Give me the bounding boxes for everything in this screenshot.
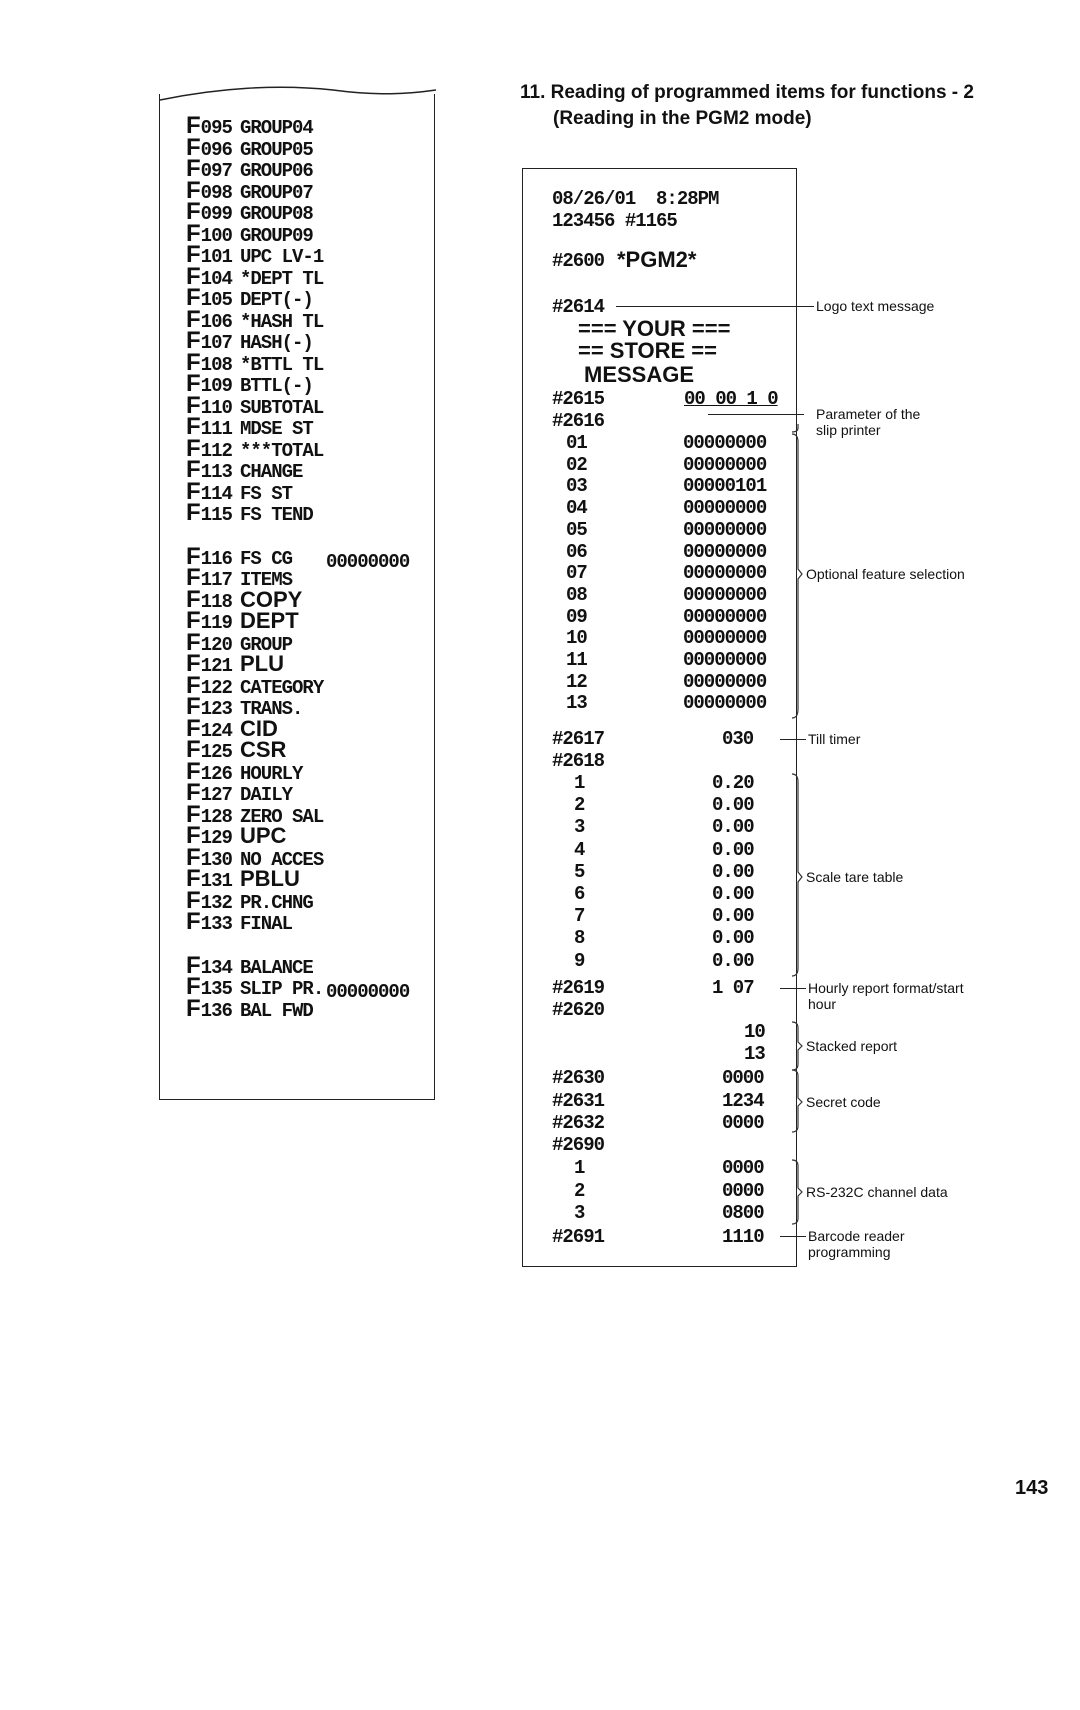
optional-feature-row-value: 00000000	[683, 497, 767, 520]
function-number: 116	[200, 547, 232, 570]
left-receipt-line	[186, 391, 324, 419]
function-prefix: F	[186, 241, 201, 268]
left-receipt-line	[186, 112, 313, 139]
mode-label: *PGM2*	[617, 247, 697, 272]
function-number: 117	[200, 569, 232, 591]
optional-feature-row-index: 12	[566, 670, 587, 693]
left-receipt-line	[186, 155, 313, 182]
function-label: DAILY	[240, 784, 293, 806]
function-label: HOURLY	[240, 762, 303, 785]
callout-scale: Scale tare table	[806, 869, 904, 885]
section-title-line-2: (Reading in the PGM2 mode)	[553, 108, 812, 129]
value-2620-1: 10	[744, 1021, 765, 1043]
optional-feature-row-index: 08	[566, 583, 587, 606]
optional-feature-row-index: 04	[566, 497, 587, 520]
code-2618: #2618	[552, 750, 605, 772]
callout-line-slip	[708, 414, 804, 415]
function-label: ZERO SAL	[240, 805, 324, 828]
function-label: DEPT	[240, 608, 299, 633]
function-number: 128	[200, 805, 232, 828]
left-receipt-line	[186, 477, 293, 505]
value-2617: 030	[722, 728, 754, 750]
left-receipt-line	[186, 198, 313, 225]
function-prefix: F	[186, 628, 201, 656]
optional-feature-row-index: 13	[566, 692, 587, 715]
function-label: *HASH TL	[240, 310, 324, 333]
function-prefix: F	[186, 886, 201, 914]
function-number: 127	[200, 784, 232, 806]
function-prefix: F	[186, 542, 201, 570]
function-label: GROUP	[240, 633, 293, 656]
code-2615: #2615	[552, 388, 605, 410]
code-2620: #2620	[552, 999, 605, 1021]
function-label: GROUP06	[240, 160, 313, 182]
left-receipt-line	[186, 779, 293, 806]
left-receipt-line	[186, 176, 313, 204]
callout-optional: Optional feature selection	[806, 566, 965, 582]
left-receipt-line	[186, 757, 303, 785]
function-number: 098	[200, 181, 232, 204]
function-label: FS ST	[240, 482, 293, 505]
value-2615: 00 00 1 0	[684, 388, 778, 410]
optional-feature-row-index: 02	[566, 453, 587, 476]
function-prefix: F	[186, 198, 201, 225]
function-prefix: F	[186, 370, 201, 397]
left-receipt-line	[186, 951, 313, 979]
function-number: 106	[200, 310, 232, 333]
function-prefix: F	[186, 843, 201, 871]
function-prefix: F	[186, 693, 201, 720]
function-number: 114	[200, 482, 232, 505]
function-number: 136	[200, 999, 232, 1022]
callout-secret: Secret code	[806, 1094, 881, 1110]
optional-feature-row-value: 00000000	[683, 583, 767, 606]
optional-feature-row-index: 03	[566, 475, 587, 498]
left-receipt-line	[186, 671, 324, 699]
code-2630: #2630	[552, 1067, 605, 1089]
rs232-row-index: 2	[574, 1179, 585, 1202]
receipt-datetime: 08/26/01 8:28PM	[552, 188, 719, 210]
function-prefix: F	[186, 607, 201, 634]
function-label: GROUP08	[240, 203, 313, 225]
optional-feature-row-value: 00000000	[683, 562, 767, 585]
left-receipt-line	[186, 456, 303, 483]
function-prefix: F	[186, 499, 201, 526]
function-label: GROUP05	[240, 138, 313, 161]
function-number: 120	[200, 633, 232, 656]
code-2691: #2691	[552, 1226, 605, 1248]
scale-tare-row-value: 0.00	[712, 794, 754, 817]
optional-feature-row-value: 00000000	[683, 605, 767, 628]
function-label: ***TOTAL	[240, 439, 324, 462]
callout-barcode-2: programming	[808, 1244, 891, 1260]
function-number: 121	[200, 655, 232, 677]
function-prefix: F	[186, 176, 201, 204]
scale-tare-row-value: 0.00	[712, 949, 754, 972]
left-receipt-line	[186, 241, 324, 268]
callout-slip-1: Parameter of the	[816, 406, 921, 422]
scale-tare-row-index: 7	[574, 905, 585, 928]
left-receipt-line	[186, 499, 313, 526]
function-prefix: F	[186, 133, 201, 161]
callout-rs232: RS-232C channel data	[806, 1184, 948, 1200]
function-prefix: F	[186, 219, 201, 247]
function-number: 110	[200, 396, 232, 419]
left-zero-value-1: 00000000	[326, 551, 410, 573]
scale-tare-row-value: 0.00	[712, 927, 754, 950]
callout-hourly-1: Hourly report format/start	[808, 980, 964, 996]
torn-edge	[158, 82, 438, 102]
function-label: UPC	[240, 823, 287, 848]
function-prefix: F	[186, 477, 201, 505]
section-title-line-1: 11. Reading of programmed items for functions - 2	[520, 82, 974, 103]
left-receipt-line	[186, 284, 313, 311]
function-prefix: F	[186, 262, 201, 290]
function-number: 096	[200, 138, 232, 161]
function-label: FS CG	[240, 547, 293, 570]
scale-tare-row-index: 9	[574, 949, 585, 972]
code-2614: #2614	[552, 296, 605, 318]
function-label: CSR	[240, 737, 287, 762]
function-prefix: F	[186, 994, 201, 1022]
rs232-row-value: 0000	[722, 1179, 764, 1202]
function-prefix: F	[186, 865, 201, 892]
function-number: 123	[200, 698, 232, 720]
left-receipt-line	[186, 607, 299, 634]
function-number: 132	[200, 891, 232, 914]
function-label: SLIP PR.	[240, 978, 324, 1000]
function-label: TRANS.	[240, 698, 303, 720]
function-label: CATEGORY	[240, 676, 324, 699]
function-prefix: F	[186, 434, 201, 462]
left-receipt-line	[186, 348, 324, 376]
function-number: 125	[200, 741, 232, 763]
function-prefix: F	[186, 348, 201, 376]
section-title	[520, 80, 974, 132]
function-prefix: F	[186, 585, 201, 613]
scale-tare-row-index: 2	[574, 794, 585, 817]
logo-line-2: == STORE ==	[578, 338, 718, 363]
callout-slip-2: slip printer	[816, 422, 881, 438]
logo-line-1: === YOUR ===	[578, 316, 731, 341]
callout-stacked: Stacked report	[806, 1038, 898, 1054]
scale-tare-row-index: 3	[574, 816, 585, 839]
function-label: MDSE ST	[240, 418, 313, 440]
value-2620-2: 13	[744, 1043, 765, 1065]
callout-barcode-1: Barcode reader	[808, 1228, 905, 1244]
left-receipt-line	[186, 736, 287, 763]
mode-code: #2600	[552, 250, 605, 272]
left-receipt-line	[186, 994, 313, 1022]
code-2617: #2617	[552, 728, 605, 750]
function-prefix: F	[186, 155, 201, 182]
function-label: GROUP07	[240, 181, 313, 204]
scale-tare-row-index: 8	[574, 927, 585, 950]
function-label: GROUP09	[240, 224, 313, 247]
function-number: 109	[200, 375, 232, 397]
code-2632: #2632	[552, 1112, 605, 1134]
function-number: 105	[200, 289, 232, 311]
function-label: BAL FWD	[240, 999, 313, 1022]
logo-line-3: MESSAGE	[584, 362, 695, 387]
scale-tare-row-value: 0.20	[712, 772, 754, 794]
function-prefix: F	[186, 650, 201, 677]
function-number: 118	[200, 590, 232, 613]
left-receipt-line	[186, 413, 313, 440]
function-code	[186, 908, 240, 935]
function-number: 097	[200, 160, 232, 182]
function-number: 119	[200, 612, 232, 634]
left-receipt-line	[186, 327, 313, 354]
scale-tare-row-index: 6	[574, 883, 585, 905]
left-receipt-line	[186, 219, 313, 247]
function-code	[186, 499, 240, 526]
optional-feature-row-index: 01	[566, 432, 587, 454]
optional-feature-row-value: 00000101	[683, 475, 767, 498]
function-prefix: F	[186, 391, 201, 419]
function-prefix: F	[186, 757, 201, 785]
optional-feature-row-value: 00000000	[683, 518, 767, 541]
optional-feature-row-index: 06	[566, 540, 587, 563]
function-label: COPY	[240, 586, 303, 612]
function-number: 107	[200, 332, 232, 354]
rs232-row-value: 0000	[722, 1157, 764, 1179]
function-number: 135	[200, 978, 232, 1000]
scale-tare-row-value: 0.00	[712, 838, 754, 861]
function-prefix: F	[186, 327, 201, 354]
receipt-id-line: 123456 #1165	[552, 210, 677, 232]
function-prefix: F	[186, 284, 201, 311]
function-number: 100	[200, 224, 232, 247]
function-prefix: F	[186, 779, 201, 806]
left-receipt-line	[186, 262, 324, 290]
callout-hourly-2: hour	[808, 996, 837, 1012]
rs232-row-index: 1	[574, 1157, 585, 1179]
optional-feature-row-value: 00000000	[683, 627, 767, 650]
left-zero-value-2: 00000000	[326, 981, 410, 1003]
left-receipt-line	[186, 370, 313, 397]
function-prefix: F	[186, 822, 201, 849]
function-number: 129	[200, 827, 232, 849]
optional-feature-row-value: 00000000	[683, 670, 767, 693]
function-prefix: F	[186, 908, 201, 935]
function-number: 126	[200, 762, 232, 785]
code-2631: #2631	[552, 1090, 605, 1112]
function-label: BTTL(-)	[240, 375, 313, 397]
optional-feature-row-index: 11	[566, 649, 587, 671]
function-label: SUBTOTAL	[240, 396, 324, 419]
function-label: PBLU	[240, 866, 300, 891]
function-number: 101	[200, 246, 232, 268]
optional-feature-row-index: 10	[566, 627, 587, 650]
scale-tare-row-value: 0.00	[712, 860, 754, 883]
left-receipt-line	[186, 865, 300, 892]
left-receipt-line	[186, 305, 324, 333]
function-number: 095	[200, 117, 232, 139]
function-number: 133	[200, 913, 232, 935]
scale-tare-row-index: 1	[574, 772, 585, 794]
function-prefix: F	[186, 736, 201, 763]
function-prefix: F	[186, 671, 201, 699]
value-2691: 1110	[722, 1226, 764, 1248]
left-receipt-line	[186, 133, 313, 161]
code-2619: #2619	[552, 977, 605, 999]
function-prefix: F	[186, 564, 201, 591]
function-label: FINAL	[240, 913, 293, 935]
left-receipt-line	[186, 886, 313, 914]
function-label: PLU	[240, 651, 284, 676]
function-label: CID	[240, 715, 278, 741]
function-number: 131	[200, 870, 232, 892]
function-number: 113	[200, 461, 232, 483]
callout-line-logo	[616, 306, 814, 307]
function-label: NO ACCES	[240, 848, 324, 871]
left-receipt-line	[186, 822, 287, 849]
optional-feature-row-value: 00000000	[683, 432, 767, 454]
function-label: *DEPT TL	[240, 267, 324, 290]
function-prefix: F	[186, 714, 201, 742]
function-prefix: F	[186, 800, 201, 828]
function-number: 115	[200, 504, 232, 526]
function-prefix: F	[186, 456, 201, 483]
function-code	[186, 994, 240, 1022]
left-receipt-line	[186, 434, 324, 462]
callout-logo: Logo text message	[816, 298, 935, 314]
scale-tare-row-index: 4	[574, 838, 585, 861]
scale-tare-row-value: 0.00	[712, 905, 754, 928]
value-2619: 1 07	[712, 977, 754, 999]
value-2631: 1234	[722, 1090, 764, 1112]
optional-feature-row-value: 00000000	[683, 649, 767, 671]
function-label: PR.CHNG	[240, 891, 313, 914]
optional-feature-row-value: 00000000	[683, 540, 767, 563]
page-number: 143	[1015, 1477, 1049, 1499]
braces	[790, 424, 820, 1244]
code-2690: #2690	[552, 1134, 605, 1156]
function-number: 112	[200, 439, 232, 462]
function-prefix: F	[186, 413, 201, 440]
rs232-row-value: 0800	[722, 1202, 764, 1224]
left-receipt-line	[186, 542, 293, 570]
function-number: 124	[200, 719, 232, 742]
scale-tare-row-value: 0.00	[712, 883, 754, 905]
function-number: 134	[200, 956, 232, 979]
optional-feature-row-index: 05	[566, 518, 587, 541]
function-number: 104	[200, 267, 232, 290]
function-number: 122	[200, 676, 232, 699]
function-number: 111	[200, 418, 232, 440]
function-label: ITEMS	[240, 569, 293, 591]
function-prefix: F	[186, 951, 201, 979]
optional-feature-row-value: 00000000	[683, 453, 767, 476]
code-2616: #2616	[552, 410, 605, 432]
callout-till: Till timer	[808, 731, 861, 747]
left-receipt-line	[186, 908, 293, 935]
function-number: 108	[200, 353, 232, 376]
function-number: 099	[200, 203, 232, 225]
value-2630: 0000	[722, 1067, 764, 1089]
function-number: 130	[200, 848, 232, 871]
optional-feature-row-index: 09	[566, 605, 587, 628]
optional-feature-row-value: 00000000	[683, 692, 767, 715]
function-prefix: F	[186, 973, 201, 1000]
left-receipt-line	[186, 973, 324, 1000]
function-label: HASH(-)	[240, 332, 313, 354]
value-2632: 0000	[722, 1112, 764, 1134]
rs232-row-index: 3	[574, 1202, 585, 1224]
function-label: GROUP04	[240, 117, 313, 139]
function-label: CHANGE	[240, 461, 303, 483]
scale-tare-row-value: 0.00	[712, 816, 754, 839]
optional-feature-row-index: 07	[566, 562, 587, 585]
function-label: FS TEND	[240, 504, 313, 526]
function-prefix: F	[186, 305, 201, 333]
function-label: BALANCE	[240, 956, 313, 979]
function-prefix: F	[186, 112, 201, 139]
function-label: DEPT(-)	[240, 289, 313, 311]
function-label: *BTTL TL	[240, 353, 324, 376]
function-label: UPC LV-1	[240, 246, 324, 268]
scale-tare-row-index: 5	[574, 860, 585, 883]
